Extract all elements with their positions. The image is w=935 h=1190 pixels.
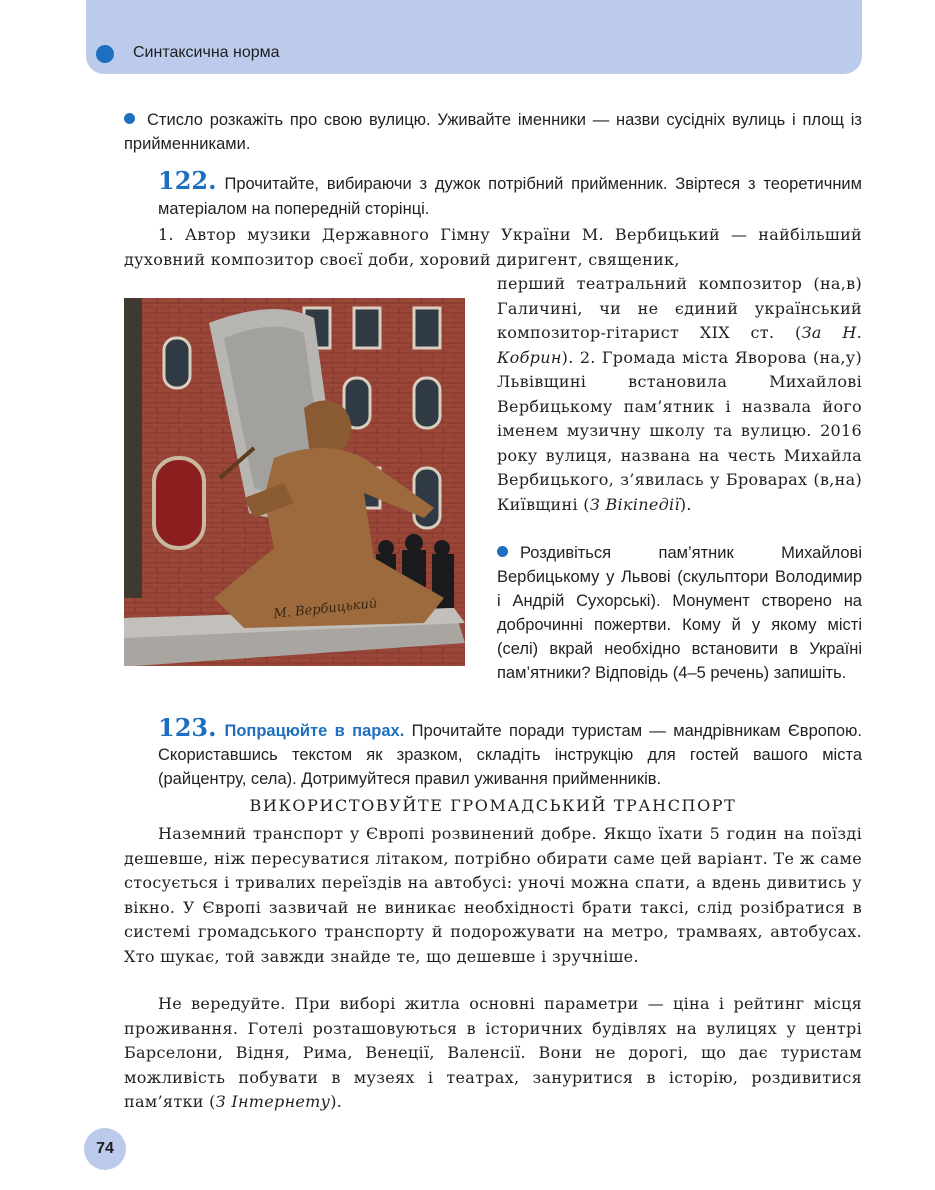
exercise-number: 123.	[158, 713, 217, 742]
chapter-header	[86, 0, 862, 74]
exercise-122-text-right: перший театральний композитор (на,в) Галичині, чи не єдиний український композитор-гітарист XIX ст. (За Н. Кобрин). 2. Громада міста Яворова (на,у) Львівщині встановила Михайлові Вербицькому пам’ятник і назвала його іменем музичну школу та вулицю. 2016 року вулиця, названа на честь Михайла Вербицького, з’явилась у Броварах (в,на) Київщині (З Вікіпедії).	[497, 274, 862, 514]
bullet-icon	[497, 546, 508, 557]
photo-inscription: М. Вербицький	[272, 596, 378, 622]
paragraph-2: Не вередуйте. При виборі житла основні параметри — ціна і рейтинг місця проживання. Готелі розташовуються в історичних будівлях на вулицях у центрі Барселони, Відня, Рима, Венеції, Валенсії. Вони не дорогі, що дає туристам можливість побувати в музеях і театрах, зануритися в історію, роздивитися пам’ятки (З Інтернету).	[124, 994, 862, 1111]
exercise-122-instruction: 122. Прочитайте, вибираючи з дужок потрібний прийменник. Звіртеся з теоретичним матеріалом на попередній сторінці.	[158, 166, 862, 218]
header-bullet-icon	[96, 45, 114, 63]
source-citation: З Вікіпедії	[589, 494, 680, 514]
source-citation: З Інтернету	[215, 1092, 331, 1111]
page-number: 74	[84, 1128, 126, 1170]
text-heading: ВИКОРИСТОВУЙТЕ ГРОМАДСЬКИЙ ТРАНСПОРТ	[249, 796, 737, 815]
exercise-123-instruction: 123. Попрацюйте в парах. Прочитайте поради туристам — мандрівникам Європою. Скориставшись текстом як зразком, складіть інструкцію для гостей вашого міста (райцентру, села). Дотримуйтеся правил уживання прийменників.	[158, 713, 862, 788]
monument-photo	[124, 298, 465, 666]
bullet-icon	[124, 113, 135, 124]
intro-task: Стисло розкажіть про свою вулицю. Уживайте іменники — назви сусідніх вулиць і площ із прийменниками.	[124, 111, 862, 153]
exercise-number: 122.	[158, 166, 217, 195]
exercise-122-text-lead: 1. Автор музики Державного Гімну України М. Вербицький — найбільший духовний композитор своєї доби, хоровий диригент, священик,	[124, 225, 862, 269]
exercise-122-task: Роздивіться пам’ятник Михайлові Вербицькому у Львові (скульптори Володимир і Андрій Сухорські). Монумент створено на доброчинні пожертви. Кому й у якому місті (селі) вкрай необхідно встановити в Україні пам’ятники? Відповідь (4–5 речень) запишіть.	[497, 544, 862, 682]
monument-photo-illustration	[124, 298, 465, 666]
chapter-title: Синтаксична норма	[133, 44, 280, 61]
source-citation: За Н. Кобрин	[497, 323, 862, 367]
pair-work-label: Попрацюйте в парах.	[224, 722, 405, 740]
paragraph-1: Наземний транспорт у Європі розвинений добре. Якщо їхати 5 годин на поїзді дешевше, ніж пересуватися літаком, потрібно обирати саме цей варіант. Те ж саме стосується і тривалих переїздів на автобусі: уночі можна спати, а вдень дивитись у вікно. У Європі зазвичай не виникає необхідності брати таксі, слід розібратися в системі громадського транспорту й подорожувати на метро, трамваях, автобусах. Хто шукає, той завжди знайде те, що дешевше і зручніше.	[124, 824, 862, 966]
